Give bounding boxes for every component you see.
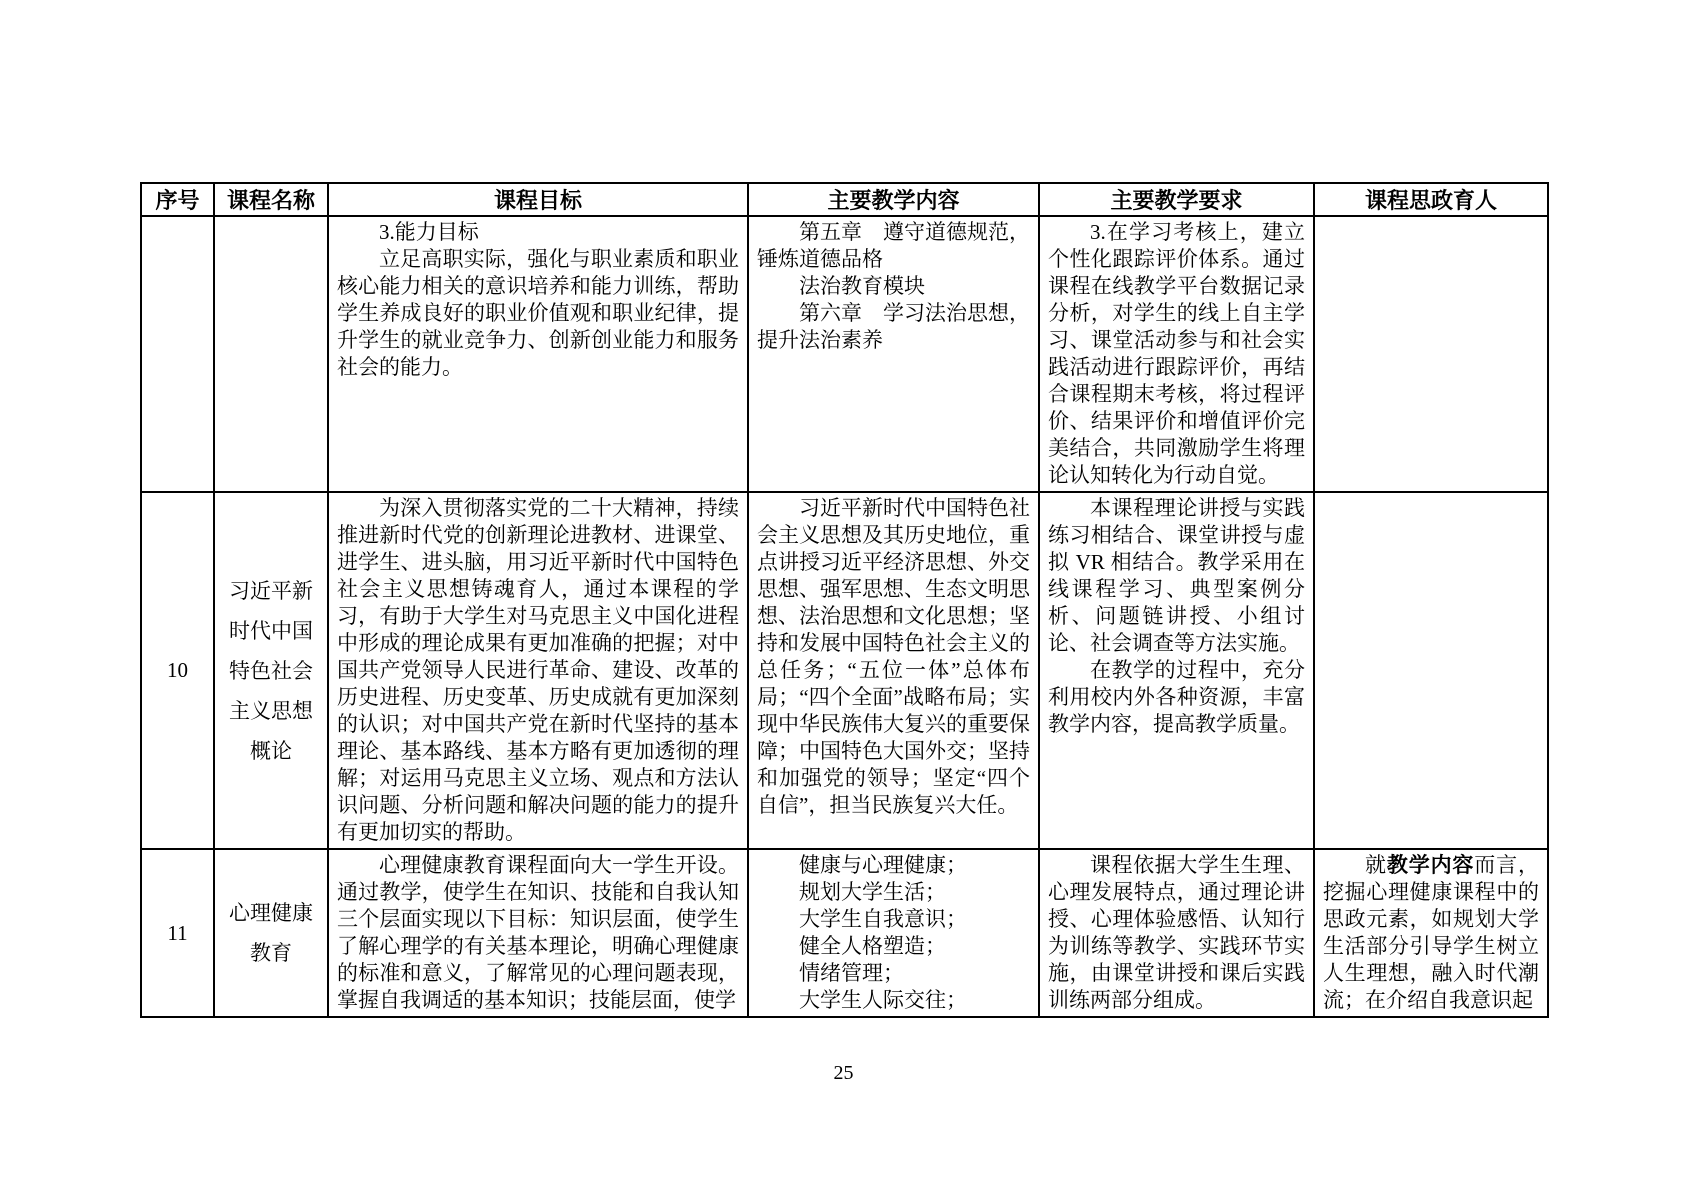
cell-course-name: 习近平新时代中国特色社会主义思想概论 <box>214 492 328 849</box>
cell-content <box>748 492 1039 849</box>
paragraph <box>1323 852 1539 1014</box>
table-header-row <box>141 183 1548 216</box>
paragraph: 大学生自我意识； <box>799 907 967 931</box>
paragraph: 情绪管理； <box>799 961 904 985</box>
header-course-name: 课程名称 <box>214 183 328 216</box>
cell-seq <box>141 216 214 492</box>
cell-ideology <box>1314 492 1548 849</box>
paragraph: 习近平新时代中国特色社会主义思想及其历史地位，重点讲授习近平经济思想、外交思想、强军思想、生态文明思想、法治思想和文化思想；坚持和发展中国特色社会主义的总任务；“五位一体”总体布局；“四个全面”战略布局；实现中华民族伟大复兴的重要保障；中国特色大国外交；坚持和加强党的领导；坚定“四个自信”，担当民族复兴大任。 <box>757 496 1030 817</box>
paragraph: 立足高职实际，强化与职业素质和职业核心能力相关的意识培养和能力训练，帮助学生养成良好的职业价值观和职业纪律，提升学生的就业竞争力、创新创业能力和服务社会的能力。 <box>337 247 739 379</box>
cell-course-name: 心理健康教育 <box>214 849 328 1017</box>
paragraph: 3.在学习考核上，建立个性化跟踪评价体系。通过课程在线教学平台数据记录分析，对学生的线上自主学习、课堂活动参与和社会实践活动进行跟踪评价，再结合课程期末考核，将过程评价、结果评价和增值评价完美结合，共同激励学生将理论认知转化为行动自觉。 <box>1048 220 1305 487</box>
cell-ideology <box>1314 849 1548 1017</box>
cell-content <box>748 216 1039 492</box>
cell-requirements <box>1039 849 1314 1017</box>
header-requirements: 主要教学要求 <box>1039 183 1314 216</box>
paragraph: 大学生人际交往； <box>799 988 967 1012</box>
cell-seq: 11 <box>141 849 214 1017</box>
paragraph: 第五章 遵守道德规范，锤炼道德品格 <box>757 220 1030 271</box>
cell-course-name <box>214 216 328 492</box>
page-number: 25 <box>833 1062 854 1084</box>
paragraph: 法治教育模块 <box>799 274 925 298</box>
bold-text: 教学内容 <box>1386 853 1475 877</box>
cell-seq: 10 <box>141 492 214 849</box>
header-objectives: 课程目标 <box>328 183 748 216</box>
table-row <box>141 216 1548 492</box>
cell-objectives <box>328 492 748 849</box>
table-row <box>141 492 1548 849</box>
paragraph: 课程依据大学生生理、心理发展特点，通过理论讲授、心理体验感悟、认知行为训练等教学、实践环节实施，由课堂讲授和课后实践训练两部分组成。 <box>1048 853 1305 1012</box>
cell-requirements <box>1039 216 1314 492</box>
paragraph: 3.能力目标 <box>379 220 479 244</box>
cell-content <box>748 849 1039 1017</box>
paragraph: 健全人格塑造； <box>799 934 946 958</box>
course-table <box>140 182 1549 1018</box>
paragraph: 第六章 学习法治思想，提升法治素养 <box>757 301 1030 352</box>
table-body <box>141 216 1548 1017</box>
header-seq: 序号 <box>141 183 214 216</box>
cell-objectives <box>328 849 748 1017</box>
text-run: 而言，挖掘心理健康课程中的思政元素，如规划大学生活部分引导学生树立人生理想，融入时代潮流；在介绍自我意识起 <box>1323 853 1540 1012</box>
paragraph: 规划大学生活； <box>799 880 946 904</box>
paragraph: 为深入贯彻落实党的二十大精神，持续推进新时代党的创新理论进教材、进课堂、进学生、进头脑，用习近平新时代中国特色社会主义思想铸魂育人，通过本课程的学习，有助于大学生对马克思主义中国化进程中形成的理论成果有更加准确的把握；对中国共产党领导人民进行革命、建设、改革的历史进程、历史变革、历史成就有更加深刻的认识；对中国共产党在新时代坚持的基本理论、基本路线、基本方略有更加透彻的理解；对运用马克思主义立场、观点和方法认识问题、分析问题和解决问题的能力的提升有更加切实的帮助。 <box>337 496 739 844</box>
header-content: 主要教学内容 <box>748 183 1039 216</box>
cell-objectives <box>328 216 748 492</box>
paragraph: 在教学的过程中，充分利用校内外各种资源，丰富教学内容，提高教学质量。 <box>1048 658 1305 736</box>
paragraph: 本课程理论讲授与实践练习相结合、课堂讲授与虚拟 VR 相结合。教学采用在线课程学习、典型案例分析、问题链讲授、小组讨论、社会调查等方法实施。 <box>1048 496 1305 655</box>
text-run: 就 <box>1365 853 1387 877</box>
paragraph: 心理健康教育课程面向大一学生开设。通过教学，使学生在知识、技能和自我认知三个层面实现以下目标：知识层面，使学生了解心理学的有关基本理论，明确心理健康的标准和意义，了解常见的心理问题表现，掌握自我调适的基本知识；技能层面，使学 <box>337 853 739 1012</box>
table-row <box>141 849 1548 1017</box>
cell-requirements <box>1039 492 1314 849</box>
paragraph: 健康与心理健康； <box>799 853 967 877</box>
header-ideology: 课程思政育人 <box>1314 183 1548 216</box>
cell-ideology <box>1314 216 1548 492</box>
